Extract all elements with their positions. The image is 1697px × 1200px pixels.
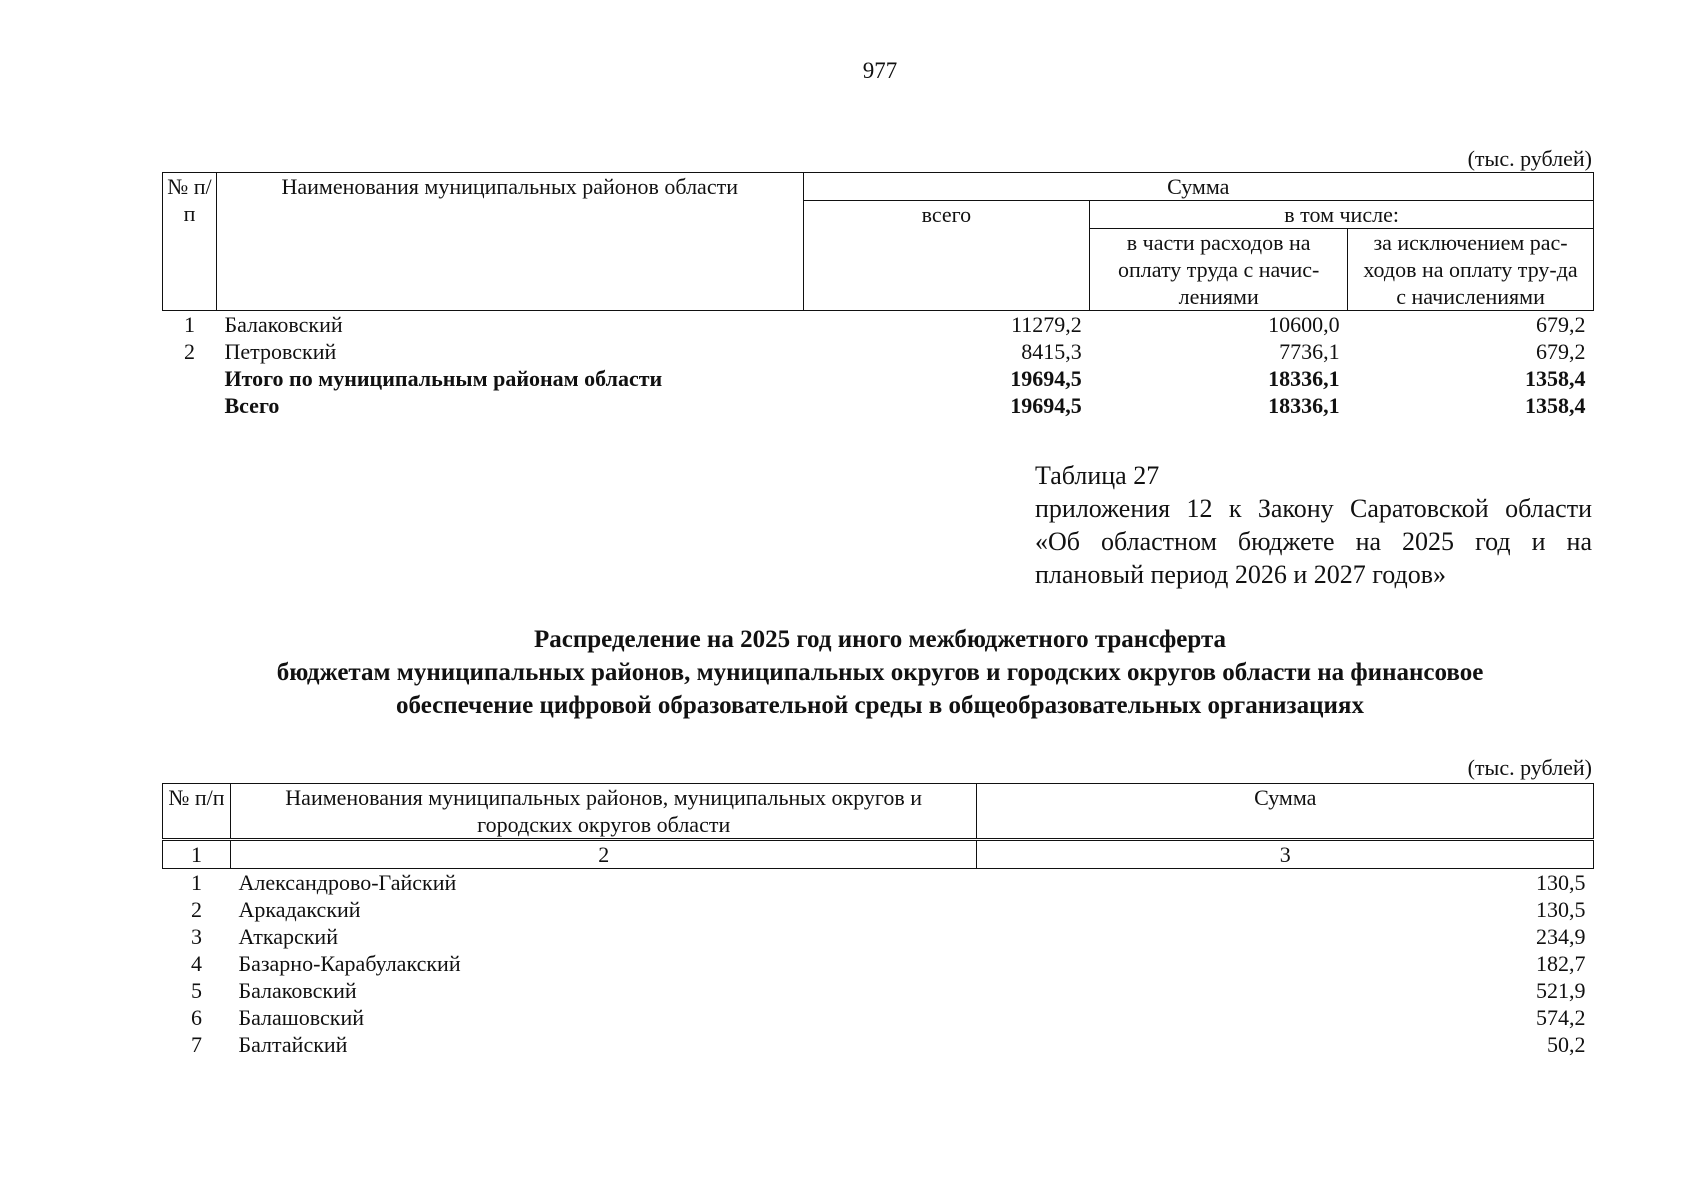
table-row bbox=[163, 896, 1594, 923]
row-num: 3 bbox=[190, 924, 202, 949]
heading-line-1: Распределение на 2025 год иного межбюджетного трансферта bbox=[533, 626, 1227, 653]
table-annotation bbox=[1035, 459, 1592, 591]
row-sum: 521,9 bbox=[1536, 978, 1586, 1003]
annotation-law-reference: приложения 12 к Закону Саратовской области «Об областном бюджете на 2025 год и на плановый период 2026 и 2027 годов» bbox=[1035, 494, 1592, 589]
row-name: Базарно-Карабулакский bbox=[238, 951, 461, 976]
table1 bbox=[162, 172, 1594, 419]
row-name: Петровский bbox=[224, 339, 337, 364]
row-num: 5 bbox=[190, 978, 202, 1003]
table-row bbox=[163, 977, 1594, 1004]
grand-total-total: 19694,5 bbox=[1010, 393, 1082, 418]
grand-total-labor: 18336,1 bbox=[1268, 393, 1340, 418]
row-total: 11279,2 bbox=[1011, 312, 1082, 337]
table1-header-sum: Сумма bbox=[803, 173, 1594, 201]
grand-total-other: 1358,4 bbox=[1525, 393, 1586, 418]
row-other: 679,2 bbox=[1536, 339, 1586, 364]
subtotal-row bbox=[163, 365, 1594, 392]
row-num: 6 bbox=[190, 1005, 202, 1030]
section-heading bbox=[0, 623, 1697, 722]
table1-header-total: всего bbox=[803, 201, 1090, 311]
row-name: Аткарский bbox=[238, 924, 338, 949]
row-sum: 130,5 bbox=[1536, 897, 1586, 922]
heading-line-2: бюджетам муниципальных районов, муниципальных округов и городских округов области на финансовое bbox=[276, 659, 1484, 686]
row-num: 1 bbox=[183, 312, 195, 337]
row-sum: 574,2 bbox=[1536, 1005, 1586, 1030]
table1-header-name: Наименования муниципальных районов области bbox=[216, 173, 803, 311]
row-num: 2 bbox=[190, 897, 202, 922]
heading-line-3: обеспечение цифровой образовательной среды в общеобразовательных организациях bbox=[396, 692, 1364, 719]
table-row bbox=[163, 311, 1594, 339]
table2-col-index-3: 3 bbox=[977, 840, 1594, 869]
table1-header-num: № п/п bbox=[163, 173, 217, 311]
row-name: Александрово-Гайский bbox=[238, 870, 457, 895]
row-name: Балаковский bbox=[238, 978, 357, 1003]
row-sum: 50,2 bbox=[1547, 1032, 1586, 1057]
table2-col-index-2: 2 bbox=[230, 840, 976, 869]
table-row bbox=[163, 338, 1594, 365]
table2-header-name: Наименования муниципальных районов, муниципальных округов и городских округов области bbox=[230, 784, 976, 840]
row-num: 4 bbox=[190, 951, 202, 976]
table2 bbox=[162, 783, 1594, 1058]
subtotal-total: 19694,5 bbox=[1010, 366, 1082, 391]
table1-header-except-labor: за исключением рас-ходов на оплату тру-да с начислениями bbox=[1348, 229, 1594, 311]
row-name: Балашовский bbox=[238, 1005, 364, 1030]
grand-total-label: Всего bbox=[224, 393, 280, 418]
table1-header-including: в том числе: bbox=[1090, 201, 1594, 229]
row-name: Балаковский bbox=[224, 312, 343, 337]
table-row bbox=[163, 869, 1594, 897]
table1-header-labor: в части расходов на оплату труда с начис-лениями bbox=[1090, 229, 1348, 311]
subtotal-label: Итого по муниципальным районам области bbox=[224, 366, 663, 391]
table2-unit: (тыс. рублей) bbox=[1467, 755, 1592, 780]
table2-header-num: № п/п bbox=[163, 784, 231, 840]
subtotal-labor: 18336,1 bbox=[1268, 366, 1340, 391]
row-sum: 130,5 bbox=[1536, 870, 1586, 895]
row-num: 2 bbox=[183, 339, 195, 364]
row-labor: 7736,1 bbox=[1279, 339, 1340, 364]
row-num: 1 bbox=[190, 870, 202, 895]
row-num: 7 bbox=[190, 1032, 202, 1057]
table-row bbox=[163, 923, 1594, 950]
row-total: 8415,3 bbox=[1021, 339, 1082, 364]
page-number: 977 bbox=[862, 58, 898, 83]
annotation-table-number: Таблица 27 bbox=[1035, 461, 1160, 490]
row-name: Аркадакский bbox=[238, 897, 361, 922]
table1-unit: (тыс. рублей) bbox=[1467, 146, 1592, 171]
grand-total-row bbox=[163, 392, 1594, 419]
table2-header-sum: Сумма bbox=[977, 784, 1594, 840]
subtotal-other: 1358,4 bbox=[1525, 366, 1586, 391]
row-name: Балтайский bbox=[238, 1032, 348, 1057]
row-other: 679,2 bbox=[1536, 312, 1586, 337]
row-sum: 234,9 bbox=[1536, 924, 1586, 949]
table-row bbox=[163, 950, 1594, 977]
row-labor: 10600,0 bbox=[1268, 312, 1340, 337]
table-row bbox=[163, 1031, 1594, 1058]
table2-col-index-1: 1 bbox=[163, 840, 231, 869]
table-row bbox=[163, 1004, 1594, 1031]
row-sum: 182,7 bbox=[1536, 951, 1586, 976]
